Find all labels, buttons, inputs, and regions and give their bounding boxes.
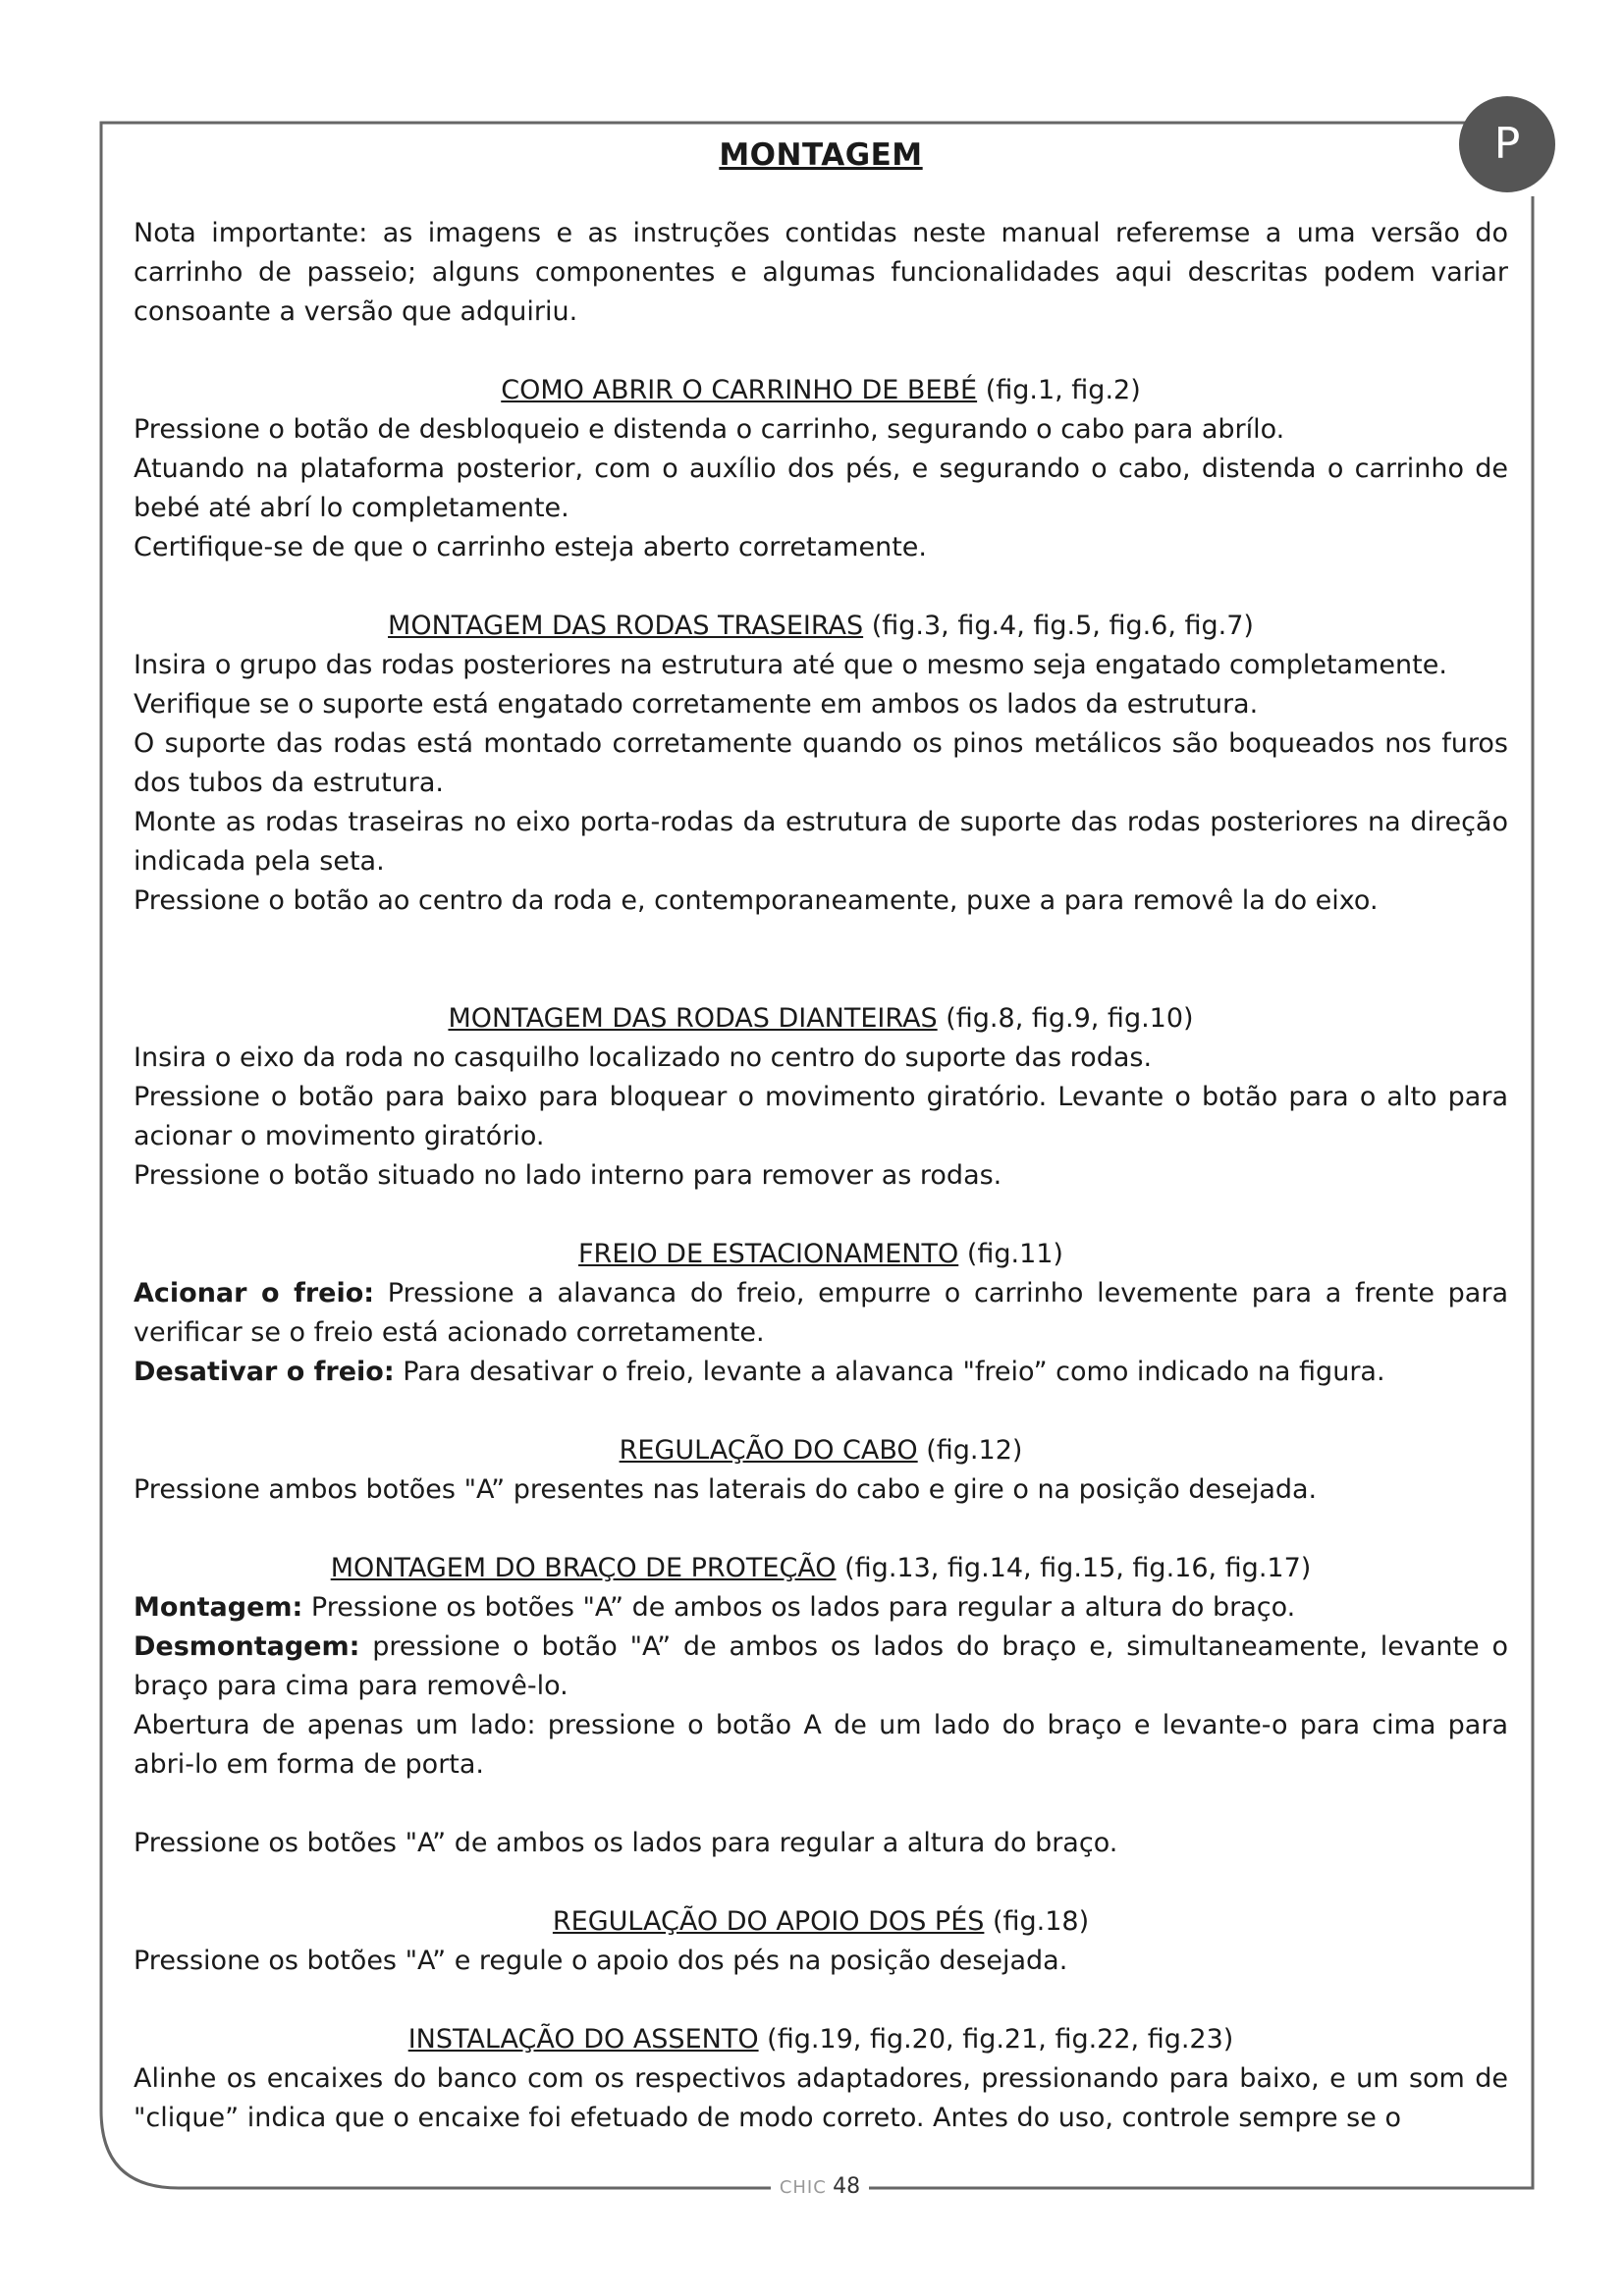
line-text: Pressione os botões "A” de ambos os lados para regular a altura do braço. [302, 1592, 1296, 1623]
section-title: MONTAGEM DAS RODAS TRASEIRAS [388, 611, 864, 641]
section-line: Insira o eixo da roda no casquilho localizado no centro do suporte das rodas. [134, 1042, 1153, 1073]
document-body [134, 135, 1508, 2138]
line-label: Acionar o freio: [134, 1278, 375, 1308]
line-text: Pressione a alavanca do freio, empurre o carrinho levemente para a frente para verificar se o freio está acionado corretamente. [134, 1278, 1508, 1348]
section-line: Pressione ambos botões "A” presentes nas laterais do cabo e gire o na posição desejada. [134, 1474, 1318, 1505]
section-title: MONTAGEM DO BRAÇO DE PROTEÇÃO [330, 1553, 837, 1583]
page-title: MONTAGEM [719, 137, 923, 173]
section-line: Pressione os botões "A” de ambos os lados para regular a altura do braço. [134, 1828, 1118, 1858]
line-label: Desmontagem: [134, 1631, 360, 1662]
line-text: Para desativar o freio, levante a alavanca "freio” como indicado na figura. [394, 1357, 1385, 1387]
section-line: Pressione o botão para baixo para bloquear o movimento giratório. Levante o botão para o alto para acionar o movimento giratório. [134, 1082, 1508, 1151]
section-title: REGULAÇÃO DO CABO [619, 1435, 918, 1466]
section-seat-install [134, 2020, 1508, 2138]
page-footer [771, 2173, 869, 2201]
section-line: Certifique-se de que o carrinho esteja aberto corretamente. [134, 532, 927, 562]
section-line: Pressione o botão ao centro da roda e, contemporaneamente, puxe a para removê la do eixo. [134, 885, 1379, 916]
section-figure-refs: (fig.3, fig.4, fig.5, fig.6, fig.7) [863, 611, 1254, 641]
line-label: Desativar o freio: [134, 1357, 395, 1387]
page-number: 48 [833, 2174, 861, 2199]
labeled-line [134, 1274, 1508, 1353]
section-line: Insira o grupo das rodas posteriores na estrutura até que o mesmo seja engatado completamente. [134, 650, 1447, 680]
section-line: Atuando na plataforma posterior, com o auxílio dos pés, e segurando o cabo, distenda o carrinho de bebé até abrí lo completamente. [134, 454, 1508, 523]
section-line: O suporte das rodas está montado corretamente quando os pinos metálicos são boqueados nos furos dos tubos da estrutura. [134, 728, 1508, 798]
section-title: MONTAGEM DAS RODAS DIANTEIRAS [448, 1003, 938, 1034]
section-line: Pressione o botão de desbloqueio e distenda o carrinho, segurando o cabo para abrílo. [134, 414, 1285, 445]
section-title: REGULAÇÃO DO APOIO DOS PÉS [552, 1906, 985, 1937]
section-handle-adjust [134, 1431, 1508, 1510]
section-line: Pressione o botão situado no lado interno para remover as rodas. [134, 1160, 1002, 1191]
section-line: Monte as rodas traseiras no eixo porta-rodas da estrutura de suporte das rodas posteriores na direção indicada pela seta. [134, 807, 1508, 877]
section-front-wheels [134, 999, 1508, 1196]
section-line: Verifique se o suporte está engatado corretamente em ambos os lados da estrutura. [134, 689, 1259, 720]
footer-brand: CHIC [779, 2177, 827, 2198]
section-rear-wheels [134, 607, 1508, 921]
section-line: Pressione os botões "A” e regule o apoio dos pés na posição desejada. [134, 1946, 1068, 1976]
labeled-line [134, 1628, 1508, 1706]
section-line: Alinhe os encaixes do banco com os respectivos adaptadores, pressionando para baixo, e um som de "clique” indica que o encaixe foi efetuado de modo correto. Antes do uso, controle sempre se o [134, 2063, 1508, 2133]
section-open-stroller [134, 371, 1508, 567]
line-text: pressione o botão "A” de ambos os lados do braço e, simultaneamente, levante o braço para cima para removê-lo. [134, 1631, 1508, 1701]
intro-note: Nota importante: as imagens e as instruções contidas neste manual referemse a uma versão do carrinho de passeio; alguns componentes e algumas funcionalidades aqui descritas podem variar consoante a versão que adquiriu. [134, 218, 1508, 327]
section-parking-brake [134, 1235, 1508, 1392]
section-figure-refs: (fig.18) [984, 1906, 1090, 1937]
language-badge: P [1459, 96, 1555, 192]
section-bumper-bar [134, 1549, 1508, 1863]
section-title: FREIO DE ESTACIONAMENTO [578, 1239, 959, 1269]
section-line: Abertura de apenas um lado: pressione o botão A de um lado do braço e levante-o para cima para abri-lo em forma de porta. [134, 1710, 1508, 1780]
section-figure-refs: (fig.8, fig.9, fig.10) [937, 1003, 1194, 1034]
labeled-line [134, 1353, 1508, 1392]
section-figure-refs: (fig.19, fig.20, fig.21, fig.22, fig.23) [758, 2024, 1234, 2055]
section-figure-refs: (fig.13, fig.14, fig.15, fig.16, fig.17) [836, 1553, 1312, 1583]
section-figure-refs: (fig.11) [958, 1239, 1063, 1269]
section-title: INSTALAÇÃO DO ASSENTO [407, 2024, 759, 2055]
section-footrest [134, 1902, 1508, 1981]
labeled-line [134, 1588, 1508, 1628]
section-figure-refs: (fig.1, fig.2) [977, 375, 1141, 405]
section-title: COMO ABRIR O CARRINHO DE BEBÉ [501, 375, 978, 405]
section-figure-refs: (fig.12) [917, 1435, 1023, 1466]
line-label: Montagem: [134, 1592, 303, 1623]
